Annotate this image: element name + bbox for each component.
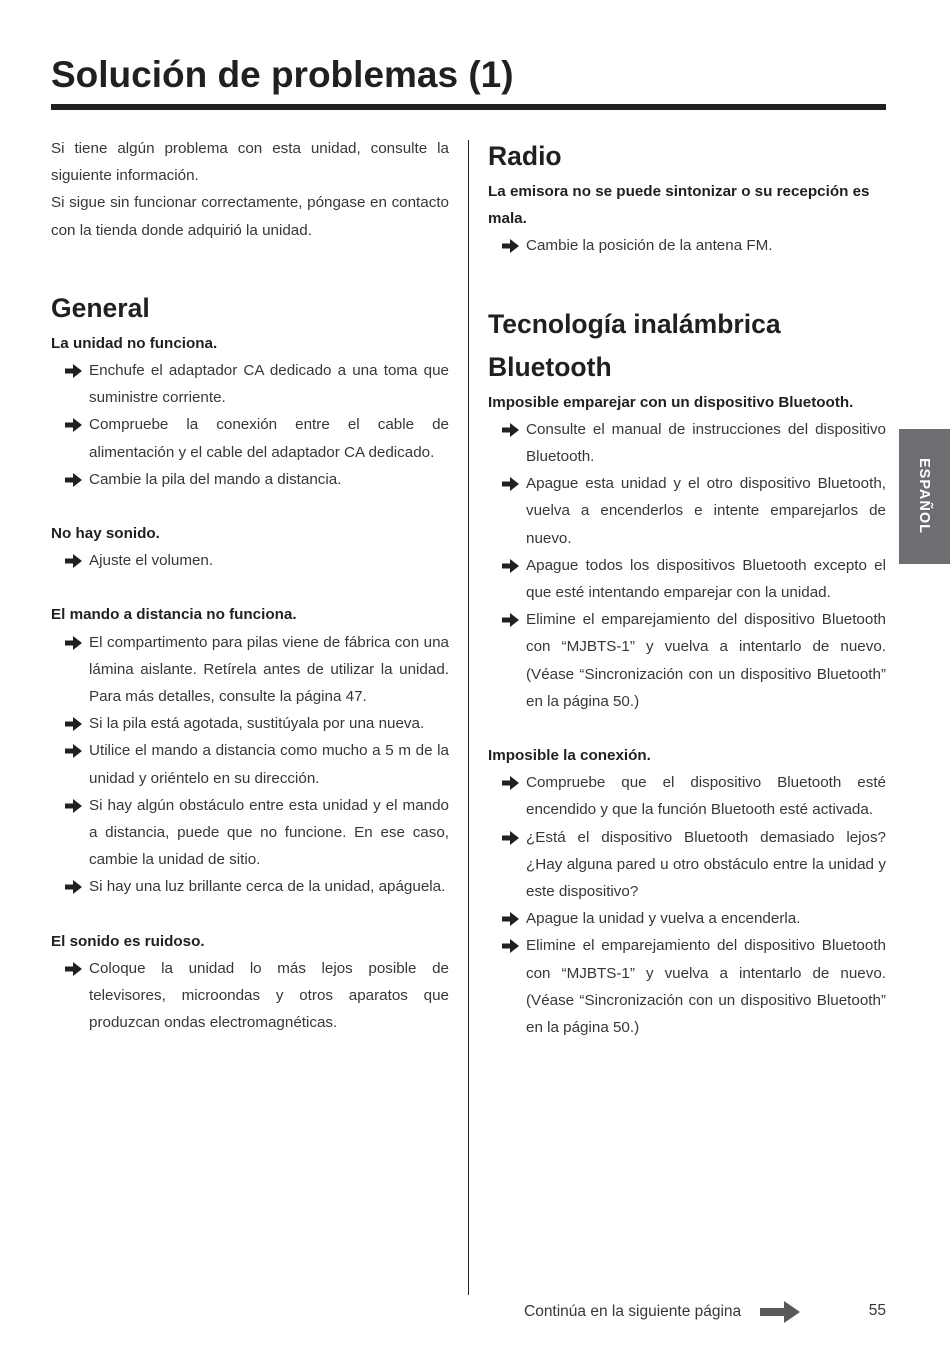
solution-text: Utilice el mando a distancia como mucho a 5 m de la unidad y oriéntelo en su dirección. <box>89 742 449 787</box>
solution-text: Compruebe la conexión entre el cable de alimentación y el cable del adaptador CA dedicado. <box>89 416 449 461</box>
solution-text: ¿Está el dispositivo Bluetooth demasiado lejos? ¿Hay alguna pared u otro obstáculo entre la unidad y este dispositivo? <box>526 828 886 901</box>
arrow-right-icon <box>502 912 519 926</box>
problem-title: El mando a distancia no funciona. <box>51 606 297 624</box>
arrow-right-icon <box>502 831 519 845</box>
solution-item <box>51 710 449 737</box>
section-heading-radio: Radio <box>488 141 562 171</box>
problem-title: La emisora no se puede sintonizar o su recepción es mala. <box>488 183 870 228</box>
arrow-right-icon <box>502 477 519 491</box>
solution-text: Compruebe que el dispositivo Bluetooth esté encendido y que la función Bluetooth esté activada. <box>526 774 886 819</box>
solution-item <box>51 873 449 900</box>
problem-title: La unidad no funciona. <box>51 334 218 352</box>
solution-text: Cambie la pila del mando a distancia. <box>89 470 342 488</box>
solution-text: Si hay algún obstáculo entre esta unidad y el mando a distancia, puede que no funcione. En ese caso, cambie la unidad de sitio. <box>89 796 449 869</box>
solution-item <box>488 232 886 259</box>
solution-item <box>488 905 886 932</box>
right-column <box>488 135 886 1041</box>
arrow-right-icon <box>65 799 82 813</box>
solution-text: Si la pila está agotada, sustitúyala por una nueva. <box>89 715 425 733</box>
section-heading-bluetooth <box>488 303 886 389</box>
solution-text: Coloque la unidad lo más lejos posible de televisores, microondas y otros aparatos que produzcan ondas electromagnéticas. <box>89 959 449 1032</box>
solution-text: Si hay una luz brillante cerca de la unidad, apáguela. <box>89 878 446 896</box>
solution-item <box>488 606 886 715</box>
solution-list <box>51 357 449 493</box>
arrow-right-icon <box>502 559 519 573</box>
solution-item <box>488 932 886 1041</box>
arrow-right-icon <box>65 364 82 378</box>
arrow-right-icon <box>502 776 519 790</box>
solution-item <box>488 769 886 823</box>
solution-item <box>51 792 449 874</box>
solution-text: Enchufe el adaptador CA dedicado a una toma que suministre corriente. <box>89 362 449 407</box>
problem-title: Imposible la conexión. <box>488 747 651 765</box>
language-tab-label: ESPAÑOL <box>916 457 932 535</box>
arrow-right-icon <box>65 744 82 758</box>
arrow-right-icon <box>502 939 519 953</box>
solution-item <box>51 357 449 411</box>
problem-title: El sonido es ruidoso. <box>51 932 205 950</box>
solution-item <box>51 547 449 574</box>
solution-item <box>488 824 886 906</box>
solution-list <box>51 547 449 574</box>
intro <box>51 135 449 244</box>
arrow-right-icon <box>502 239 519 253</box>
problem-title: No hay sonido. <box>51 525 160 543</box>
continue-note: Continúa en la siguiente página <box>524 1303 742 1320</box>
arrow-right-icon <box>502 423 519 437</box>
section-heading-line: Bluetooth <box>488 351 612 382</box>
solution-text: El compartimento para pilas viene de fábrica con una lámina aislante. Retírela antes de utilizar la unidad. Para más detalles, consulte la página 47. <box>89 633 449 706</box>
arrow-right-icon <box>502 613 519 627</box>
solution-text: Ajuste el volumen. <box>89 552 214 570</box>
solution-list <box>488 232 886 259</box>
section-heading-line: Tecnología inalámbrica <box>488 308 781 339</box>
arrow-right-icon <box>65 717 82 731</box>
section-heading-general: General <box>51 292 150 323</box>
solution-item <box>51 737 449 791</box>
page-number: 55 <box>868 1302 886 1319</box>
arrow-right-icon <box>65 473 82 487</box>
language-tab <box>899 429 950 564</box>
solution-text: Elimine el emparejamiento del dispositivo Bluetooth con “MJBTS-1” y vuelva a intentarlo de nuevo. (Véase “Sincronización con un dispositivo Bluetooth” en la página 50.) <box>526 611 886 710</box>
arrow-right-icon <box>65 962 82 976</box>
solution-text: Apague todos los dispositivos Bluetooth excepto el que esté intentando emparejar con la unidad. <box>526 556 886 602</box>
solution-text: Apague la unidad y vuelva a encenderla. <box>526 910 801 928</box>
solution-item <box>488 416 886 470</box>
solution-item <box>51 629 449 711</box>
solution-text: Cambie la posición de la antena FM. <box>526 237 773 255</box>
solution-list <box>51 955 449 1037</box>
problem-title: Imposible emparejar con un dispositivo Bluetooth. <box>488 393 854 411</box>
solution-list <box>488 416 886 715</box>
title-rule <box>51 104 886 110</box>
arrow-right-icon <box>65 418 82 432</box>
left-column <box>51 135 449 1036</box>
solution-item <box>51 411 449 465</box>
intro-paragraph-1: Si tiene algún problema con esta unidad, consulte la siguiente información. <box>51 140 449 185</box>
solution-item <box>488 552 886 606</box>
solution-list <box>488 769 886 1041</box>
solution-text: Consulte el manual de instrucciones del dispositivo Bluetooth. <box>526 420 886 466</box>
solution-list <box>51 629 449 901</box>
solution-text: Apague esta unidad y el otro dispositivo Bluetooth, vuelva a encenderlos e intente emparejarlos de nuevo. <box>526 475 886 547</box>
solution-text: Elimine el emparejamiento del dispositivo Bluetooth con “MJBTS-1” y vuelva a intentarlo de nuevo. (Véase “Sincronización con un dispositivo Bluetooth” en la página 50.) <box>526 937 886 1037</box>
solution-item <box>488 470 886 552</box>
solution-item <box>51 955 449 1037</box>
column-divider <box>468 140 469 1295</box>
arrow-right-icon <box>760 1301 800 1323</box>
page-title: Solución de problemas (1) <box>51 54 514 95</box>
arrow-right-icon <box>65 554 82 568</box>
arrow-right-icon <box>65 636 82 650</box>
arrow-right-icon <box>65 880 82 894</box>
intro-paragraph-2: Si sigue sin funcionar correctamente, póngase en contacto con la tienda donde adquirió la unidad. <box>51 194 449 239</box>
solution-item <box>51 466 449 493</box>
